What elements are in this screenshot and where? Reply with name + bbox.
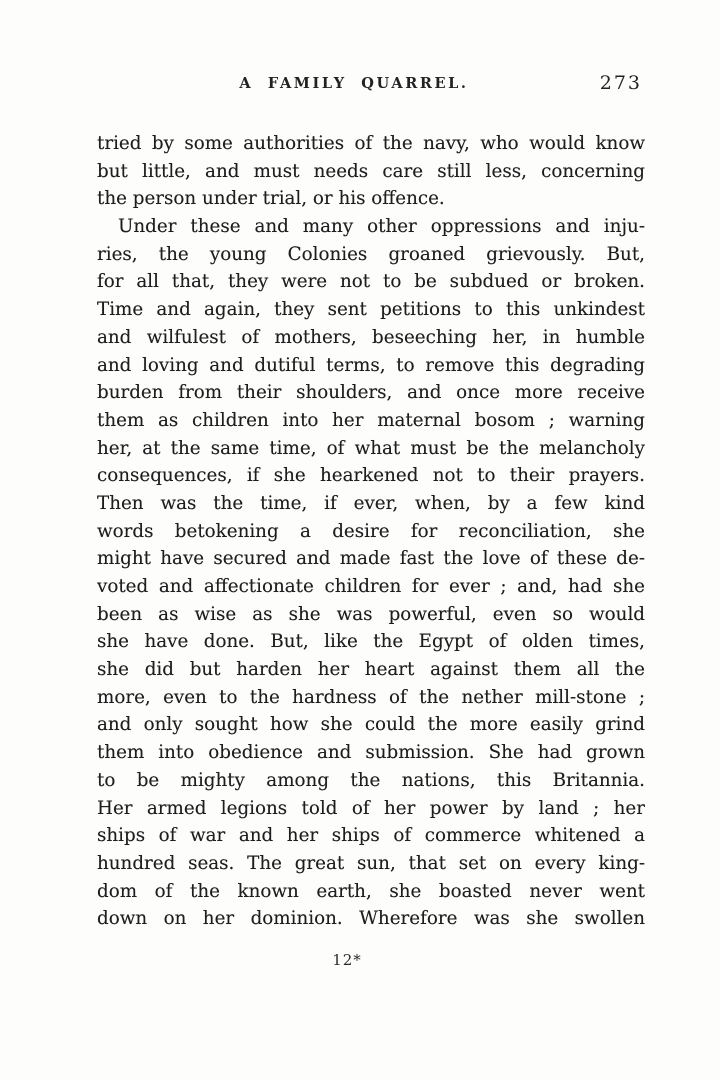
text-line: more, even to the hardness of the nether mill-stone ; [97, 686, 645, 708]
text-line: and only sought how she could the more easily grind [97, 714, 645, 736]
text-line: she have done. But, like the Egypt of olden times, [97, 631, 645, 653]
text-line: them into obedience and submission. She had grown [97, 742, 645, 764]
text-line: ships of war and her ships of commerce whitened a [97, 825, 645, 847]
text-line: Under these and many other oppressions and inju- [118, 216, 645, 238]
text-line: Time and again, they sent petitions to this unkindest [97, 299, 645, 321]
text-line: dom of the known earth, she boasted never went [97, 880, 645, 902]
text-line: she did but harden her heart against them all the [97, 659, 645, 681]
text-line: might have secured and made fast the love of these de- [97, 548, 645, 570]
text-line: and loving and dutiful terms, to remove this degrading [97, 354, 645, 376]
text-line: for all that, they were not to be subdued or broken. [97, 271, 645, 293]
text-line: burden from their shoulders, and once more receive [97, 382, 645, 404]
page-header [97, 72, 645, 96]
text-line: the person under trial, or his offence. [97, 188, 445, 210]
text-line: words betokening a desire for reconciliation, she [97, 520, 645, 542]
text-line: but little, and must needs care still less, concerning [97, 160, 645, 182]
text-line: ries, the young Colonies groaned grievously. But, [97, 243, 645, 265]
text-line: voted and affectionate children for ever ; and, had she [97, 576, 645, 597]
text-line: been as wise as she was powerful, even so would [97, 603, 645, 625]
text-line: Her armed legions told of her power by land ; her [97, 797, 645, 819]
running-title: A FAMILY QUARREL. [239, 75, 469, 92]
text-line: Then was the time, if ever, when, by a few kind [97, 492, 645, 514]
body-text [97, 130, 645, 933]
text-line: to be mighty among the nations, this Britannia. [97, 769, 645, 791]
text-line: them as children into her maternal bosom ; warning [97, 409, 645, 431]
text-line: tried by some authorities of the navy, who would know [97, 133, 645, 154]
text-line: down on her dominion. Wherefore was she swollen [97, 908, 645, 930]
signature-mark: 12* [332, 951, 362, 969]
text-line: hundred seas. The great sun, that set on every king- [97, 852, 645, 874]
text-line: and wilfulest of mothers, beseeching her, in humble [97, 326, 645, 348]
page-number: 273 [599, 72, 642, 94]
text-line: consequences, if she hearkened not to their prayers. [97, 465, 645, 487]
text-line: her, at the same time, of what must be the melancholy [97, 437, 645, 459]
